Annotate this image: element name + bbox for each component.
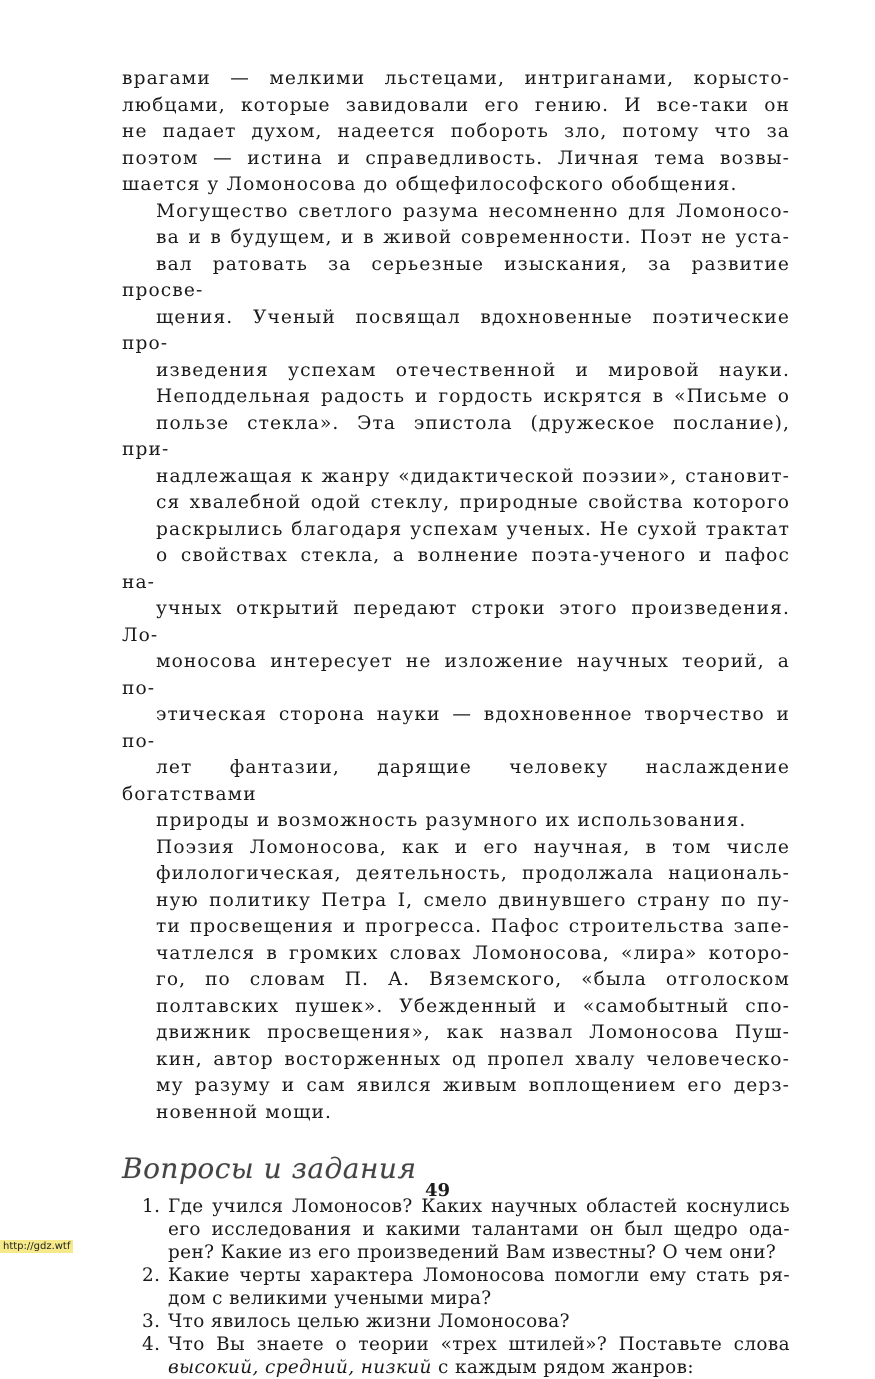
- text-line: ти просвещения и прогресса. Пафос строительства запе-: [156, 916, 790, 937]
- text-line: моносова интересует не изложение научных теорий, а по-: [122, 651, 790, 699]
- text-line: Поэзия Ломоносова, как и его научная, в том числе: [156, 836, 790, 858]
- question-text: [168, 1195, 790, 1264]
- text-line: чатлелся в громких словах Ломоносова, «лира» которо-: [156, 942, 790, 964]
- question-number: 4.: [142, 1334, 161, 1355]
- text-line: Что явилось целью жизни Ломоносова?: [168, 1311, 570, 1332]
- question-number: 2.: [142, 1265, 161, 1286]
- text-line: полтавских пушек». Убежденный и «самобытный спо-: [156, 995, 790, 1017]
- text-line: рен? Какие из его произведений Вам известны? О чем они?: [168, 1242, 777, 1263]
- paragraph: [122, 66, 790, 199]
- question-number: 1.: [142, 1196, 161, 1217]
- text-line: учных открытий передают строки этого произведения. Ло-: [122, 598, 790, 646]
- text-line: раскрылись благодаря успехам ученых. Не сухой трактат: [156, 518, 790, 540]
- text-line: Могущество светлого разума несомненно для Ломоносо-: [156, 200, 790, 222]
- text-line: надлежащая к жанру «дидактической поэзии», становит-: [156, 465, 790, 487]
- paragraph: [122, 199, 790, 835]
- text-line: филологическая, деятельность, продолжала националь-: [156, 863, 790, 884]
- italic-words: высокий, средний, низкий: [168, 1357, 432, 1378]
- text-line: лет фантазии, дарящие человеку наслаждение богатствами: [122, 757, 790, 805]
- text-line: о свойствах стекла, а волнение поэта-ученого и пафос на-: [122, 545, 790, 593]
- text-line: врагами — мелкими льстецами, интриганами, корысто-: [122, 68, 790, 89]
- question-item: [122, 1333, 790, 1379]
- text-line: кин, автор восторженных од пропел хвалу человеческо-: [156, 1048, 790, 1070]
- text-line: дом с великими учеными мира?: [168, 1288, 492, 1309]
- text-line: Что Вы знаете о теории «трех штилей»? Поставьте слова: [168, 1334, 790, 1355]
- text-line: Какие черты характера Ломоносова помогли ему стать ря-: [168, 1265, 790, 1286]
- text-line: му разуму и сам явился живым воплощением его дерз-: [156, 1075, 790, 1096]
- text-line: изведения успехам отечественной и мировой науки.: [156, 359, 790, 381]
- text-line: ва и в будущем, и в живой современности. Поэт не уста-: [156, 227, 790, 248]
- question-item: [122, 1264, 790, 1310]
- question-text: [168, 1310, 790, 1333]
- text-line: движник просвещения», как назвал Ломоносова Пуш-: [156, 1022, 790, 1043]
- question-item: [122, 1310, 790, 1333]
- question-item: [122, 1195, 790, 1264]
- text-line: Где учился Ломоносов? Каких научных областей коснулись: [168, 1196, 790, 1217]
- text-line: щения. Ученый посвящал вдохновенные поэтические про-: [122, 306, 790, 354]
- text-line: новенной мощи.: [156, 1101, 332, 1123]
- questions-list: [122, 1195, 790, 1379]
- text-line: пользе стекла». Эта эпистола (дружеское послание), при-: [122, 412, 790, 460]
- text-line: любцами, которые завидовали его гению. И все-таки он: [122, 94, 790, 116]
- question-text: [168, 1333, 790, 1379]
- watermark-link[interactable]: http://gdz.wtf: [0, 1240, 73, 1253]
- text-line: природы и возможность разумного их использования.: [156, 810, 747, 831]
- text-line: ся хвалебной одой стеклу, природные свойства которого: [156, 492, 790, 513]
- text-line: ную политику Петра I, смело двинувшего страну по пу-: [156, 889, 790, 911]
- text-line: Неподдельная радость и гордость искрятся в «Письме о: [156, 386, 790, 407]
- text-line: поэтом — истина и справедливость. Личная тема возвы-: [122, 147, 790, 169]
- section-title: Вопросы и задания: [122, 1152, 417, 1185]
- question-number: 3.: [142, 1311, 161, 1332]
- text-fragment: с каждым рядом жанров:: [431, 1357, 694, 1378]
- text-line: го, по словам П. А. Вяземского, «была отголоском: [156, 969, 790, 990]
- text-line: этическая сторона науки — вдохновенное творчество и по-: [122, 704, 790, 752]
- text-line: шается у Ломоносова до общефилософского обобщения.: [122, 174, 738, 195]
- main-text: [122, 66, 790, 1126]
- text-line: [168, 1356, 790, 1379]
- question-text: [168, 1264, 790, 1310]
- text-line: его исследования и какими талантами он был щедро ода-: [168, 1219, 790, 1240]
- paragraph: [122, 835, 790, 1127]
- page-number: 49: [424, 1180, 451, 1201]
- text-line: не падает духом, надеется побороть зло, потому что за: [122, 121, 790, 142]
- text-line: вал ратовать за серьезные изыскания, за развитие просве-: [122, 253, 790, 301]
